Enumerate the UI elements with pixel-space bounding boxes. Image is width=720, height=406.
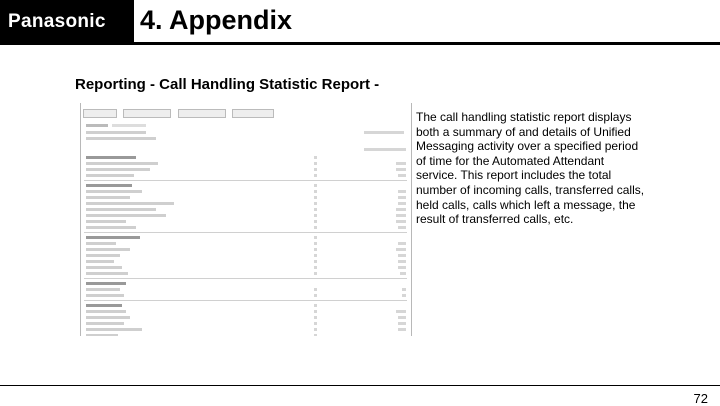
- report-separator: [84, 300, 407, 301]
- report-tab: [178, 109, 226, 118]
- report-row: [84, 293, 407, 299]
- brand-logo: [0, 0, 134, 45]
- report-tabs: [83, 105, 407, 113]
- report-separator: [84, 180, 407, 181]
- slide-title: 4. Appendix: [140, 5, 293, 35]
- page-number: 72: [693, 391, 708, 406]
- slide-subtitle: Reporting - Call Handling Statistic Report -: [75, 76, 380, 93]
- report-row: [84, 173, 407, 179]
- slide-description: The call handling statistic report displays both a summary of and details of Unified Messaging activity over a specified period of time for the Automated Attendant service. This report includes the total number of incoming calls, transferred calls, held calls, calls which left a message, the result of transferred calls, etc.: [416, 110, 645, 227]
- report-meta-row: [84, 147, 407, 153]
- slide-header: [0, 0, 720, 45]
- report-screenshot: [80, 103, 412, 336]
- report-meta-row: [84, 136, 407, 142]
- header-divider: [0, 42, 720, 45]
- footer-divider: [0, 385, 720, 386]
- report-filter-row: [84, 123, 407, 129]
- report-separator: [84, 278, 407, 279]
- report-tab: [83, 109, 117, 118]
- report-row: [84, 333, 407, 336]
- report-row: [84, 271, 407, 277]
- report-row: [84, 225, 407, 231]
- brand-logo-text: Panasonic: [8, 11, 106, 32]
- report-tab: [232, 109, 274, 118]
- report-separator: [84, 232, 407, 233]
- report-tab: [123, 109, 171, 118]
